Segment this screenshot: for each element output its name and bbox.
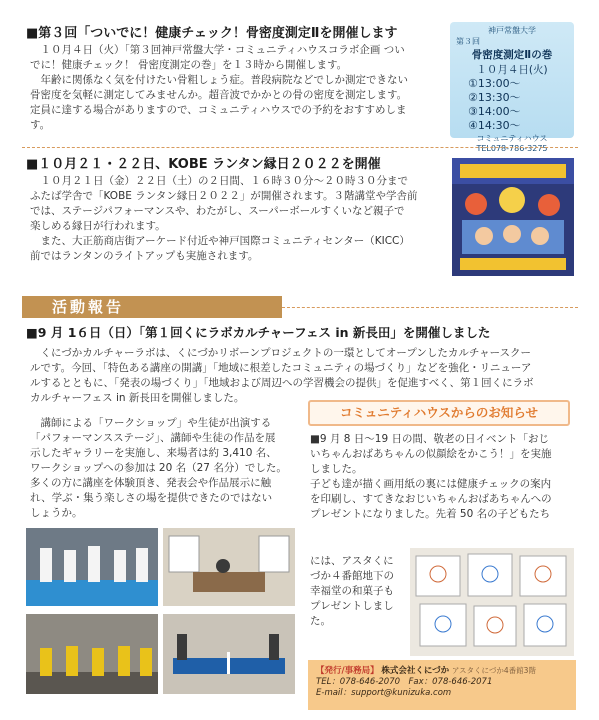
text-line: 子ども達が描く画用紙の裏には健康チェックの案内 [310, 478, 552, 490]
article1-body [30, 43, 440, 133]
poster-tel: TEL078-786-3275 [476, 144, 548, 153]
text-line: す。 [30, 119, 51, 131]
notice-body [310, 432, 580, 522]
poster-slot: ①13:00～ [468, 77, 521, 90]
event-photo-karate [26, 528, 158, 606]
text-line: を印刷し、すてきなおじいちゃんおばあちゃんへの [310, 493, 552, 505]
text-line: には、アスタくに [310, 555, 394, 567]
poster-slot: ③14:00～ [468, 105, 521, 118]
text-line: ■9 月 8 日～19 日の間、敬老の日イベント「おじ [310, 433, 549, 445]
article3-body [30, 346, 580, 406]
text-line: 多くの方に講座を体験頂き、発表会や作品展示に触 [30, 477, 272, 489]
text-line: しました。 [310, 463, 363, 475]
text-line: ルするとともに、「発表の場づくり」「地域および周辺への学習機会の提供」を促進すべく、第１回くにラボ [30, 377, 534, 389]
section-divider [22, 147, 578, 148]
notice-title: コミュニティハウスからのお知らせ [308, 400, 570, 426]
text-line: １０月２１日（金）２２日（土）の２日間、１６時３０分～２０時３０分まで [30, 175, 408, 187]
text-line: カルチャーフェス in 新長田を開催しました。 [30, 392, 245, 404]
text-line: 示したギャラリーを実施し、来場者は約 3,410 名、 [30, 447, 277, 459]
band-divider [282, 307, 578, 308]
text-line: また、大正筋商店街アーケード付近や神戸国際コミュニティセンター（KICC） [30, 235, 410, 247]
text-line: ルです。今回、「特色ある講座の開講」「地域に根差したコミュニティの場づくり」などを強化・リニューア [30, 362, 532, 374]
footer-address: アスタくにづか4番館3階 [451, 666, 536, 675]
event-photo-table-tennis [163, 614, 295, 694]
text-line: ふたば学舎で「KOBE ランタン縁日２０２２」が開催されます。３階講堂や学舎前 [30, 190, 418, 202]
text-line: ワークショップへの参加は 20 名（27 名分）でした。 [30, 462, 287, 474]
poster-heading: 骨密度測定Ⅱの巻 [471, 49, 553, 61]
activity-report-band: 活動報告 [22, 296, 282, 318]
publisher-footer [308, 660, 576, 710]
poster-date: １０月４日(火) [476, 64, 548, 76]
event-photo-gallery [163, 528, 295, 606]
text-line: では、ステージパフォーマンスや、わたがし、スーパーボールすくいなど親子で [30, 205, 405, 217]
text-line: １０月４日（火）「第３回神戸常盤大学・コミュニティハウスコラボ企画 つい [30, 44, 405, 56]
text-line: 楽しめる縁日が行われます。 [30, 220, 166, 232]
text-line: しょうか。 [30, 507, 83, 519]
poster-org-top: 神戸常盤大学 [488, 26, 536, 35]
notice-body-short [310, 554, 410, 629]
text-line: 「パフォーマンスステージ」、講師や生徒の作品を展 [30, 432, 276, 444]
event-photo-dance [26, 614, 158, 694]
text-line: た。 [310, 615, 331, 627]
text-line: づか４番館地下の [310, 570, 394, 582]
footer-tel: TEL：078-646-2070 Fax：078-646-2071 [316, 677, 493, 687]
article3-title: ■9 月 1６日（日）「第１回くにラボカルチャーフェス in 新長田」を開催しました [26, 325, 491, 340]
text-line: れ、学ぶ・集う楽しさの場を提供できたのではない [30, 492, 273, 504]
bone-density-poster [450, 22, 574, 153]
poster-slot: ④14:30～ [468, 119, 521, 132]
poster-slot: ②13:30～ [468, 91, 521, 104]
article2-title: ■１０月２１・２２日、KOBE ランタン縁日２０２２を開催 [26, 157, 381, 172]
text-line: プレゼントになりました。先着 50 名の子どもたち [310, 508, 551, 520]
text-line: でに！健康チェック！ 骨密度測定の巻」を１３時から開催します。 [30, 59, 348, 71]
text-line: 年齢に関係なく気を付けたい骨粗しょう症。普段病院などでしか測定できない [30, 74, 408, 86]
portrait-drawings-photo [410, 548, 574, 656]
text-line: 講師による「ワークショップ」や生徒が出演する [30, 417, 272, 429]
article3-left-body [30, 416, 298, 521]
footer-email: E-mail：support@kunizuka.com [316, 688, 452, 698]
lantern-festival-poster [452, 158, 574, 276]
text-line: 幸福堂の和菓子も [310, 585, 394, 597]
article2-body [30, 174, 440, 264]
text-line: 骨密度を気軽に測定してみませんか。超音波でかかとの骨の密度を測定します。 [30, 89, 408, 101]
text-line: くにづかカルチャーラボは、くにづかリボーンプロジェクトの一環としてオープンしたカルチャースクー [30, 347, 532, 359]
text-line: 前ではランタンのライトアップも実施されます。 [30, 250, 259, 262]
poster-org: コミュニティハウス [476, 134, 548, 143]
text-line: 定員に達する場合がありますので、コミュニティハウスでの予約をおすすめしま [30, 104, 407, 116]
poster-edition: 第３回 [456, 37, 480, 46]
footer-org: 株式会社くにづか [381, 666, 450, 676]
text-line: いちゃんおばあちゃんの似顔絵をかこう！」を実施 [310, 448, 552, 460]
article1-title: ■第３回「ついでに！健康チェック！骨密度測定Ⅱを開催します [26, 26, 398, 41]
text-line: プレゼントしまし [310, 600, 394, 612]
footer-label: 【発行/事務局】 [316, 666, 379, 676]
